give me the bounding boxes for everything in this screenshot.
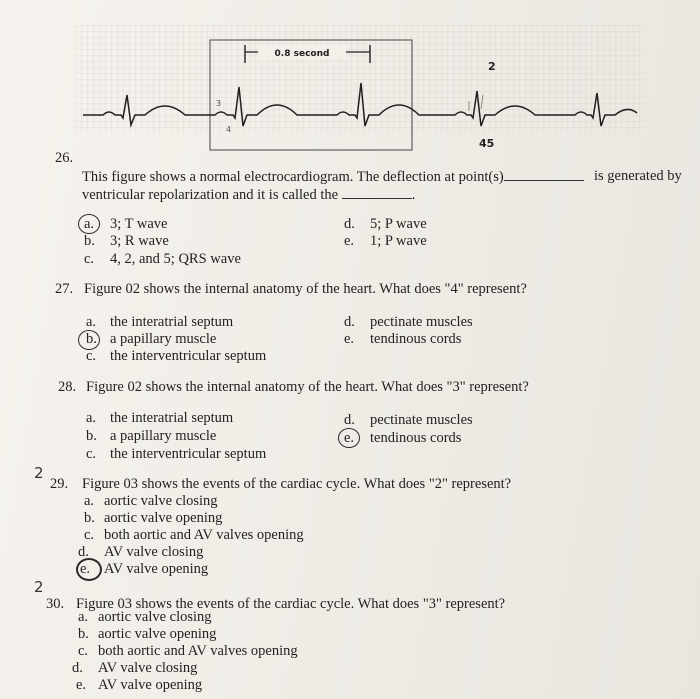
q28-option-b[interactable]: b. <box>86 428 97 444</box>
q27-option-e-text: tendinous cords <box>370 331 462 347</box>
q27-option-b-text: a papillary muscle <box>110 331 217 347</box>
q29-number: 29. <box>50 476 69 492</box>
ecg-grid <box>75 25 645 133</box>
q26-stem-line1-end: is generated by <box>594 168 682 184</box>
q26-number: 26. <box>55 150 74 166</box>
q30-option-c-text: both aortic and AV valves opening <box>98 643 298 659</box>
q29-option-e[interactable]: e. <box>80 561 91 577</box>
point-3-label: 3 <box>216 99 222 108</box>
q30-option-c[interactable]: c. <box>78 643 89 659</box>
q28-option-c-text: the interventricular septum <box>110 446 267 462</box>
q26-option-a[interactable]: a. <box>84 216 95 232</box>
q29-option-b-text: aortic valve opening <box>104 510 223 526</box>
q30-number: 30. <box>46 596 65 612</box>
q26-option-a-text: 3; T wave <box>110 216 168 232</box>
q29-option-d[interactable]: d. <box>78 544 89 560</box>
q30-option-a[interactable]: a. <box>78 609 89 625</box>
q28-stem: Figure 02 shows the internal anatomy of the heart. What does "3" represent? <box>86 379 529 395</box>
q28-option-d[interactable]: d. <box>344 412 355 428</box>
q29-stem: Figure 03 shows the events of the cardiac cycle. What does "2" represent? <box>82 476 512 492</box>
q26-option-e[interactable]: e. <box>344 233 355 249</box>
q26-option-b[interactable]: b. <box>84 233 95 249</box>
q28-option-d-text: pectinate muscles <box>370 412 473 428</box>
q29-option-c-text: both aortic and AV valves opening <box>104 527 304 543</box>
q29-option-d-text: AV valve closing <box>104 544 204 560</box>
point-4-label: 4 <box>226 125 232 134</box>
q30-option-e[interactable]: e. <box>76 677 87 693</box>
q30-stem: Figure 03 shows the events of the cardiac cycle. What does "3" represent? <box>76 596 506 612</box>
point-2-label: 2 <box>488 60 496 73</box>
q28-number: 28. <box>58 379 77 395</box>
q29-option-c[interactable]: c. <box>84 527 95 543</box>
q30-option-a-text: aortic valve closing <box>98 609 212 625</box>
q26-stem-text: This figure shows a normal electrocardiogram. The deflection at point(s) <box>82 169 504 185</box>
q28-option-a[interactable]: a. <box>86 410 97 426</box>
q26-option-c-text: 4, 2, and 5; QRS wave <box>110 251 241 267</box>
q26-option-c[interactable]: c. <box>84 251 95 267</box>
q27-option-d-text: pectinate muscles <box>370 314 473 330</box>
q27-option-c[interactable]: c. <box>86 348 97 364</box>
q26-stem-line1 <box>82 168 584 186</box>
ecg-figure <box>75 25 645 175</box>
q27-option-b[interactable]: b. <box>86 331 97 347</box>
point-45-label: 45 <box>479 137 495 150</box>
q29-option-e-text: AV valve opening <box>104 561 209 577</box>
q28-option-a-text: the interatrial septum <box>110 410 234 426</box>
q27-option-e[interactable]: e. <box>344 331 355 347</box>
q27-option-a[interactable]: a. <box>86 314 97 330</box>
q30-option-b[interactable]: b. <box>78 626 89 642</box>
q29-option-a[interactable]: a. <box>84 493 95 509</box>
q26-option-d[interactable]: d. <box>344 216 355 232</box>
q29-handwritten-mark: 2 <box>34 464 44 482</box>
q26-blank-2 <box>342 186 412 199</box>
q30-option-b-text: aortic valve opening <box>98 626 217 642</box>
q26-stem-line2: ventricular repolarization and it is called the . <box>82 187 416 203</box>
q28-option-b-text: a papillary muscle <box>110 428 217 444</box>
q28-option-c[interactable]: c. <box>86 446 97 462</box>
q26-option-b-text: 3; R wave <box>110 233 169 249</box>
q30-handwritten-mark: 2 <box>34 578 44 596</box>
q26-option-e-text: 1; P wave <box>370 233 427 249</box>
q29-option-a-text: aortic valve closing <box>104 493 218 509</box>
q27-number: 27. <box>55 281 74 297</box>
q26-blank-1 <box>504 168 584 181</box>
q27-stem: Figure 02 shows the internal anatomy of the heart. What does "4" represent? <box>84 281 527 297</box>
q27-option-d[interactable]: d. <box>344 314 355 330</box>
q27-option-a-text: the interatrial septum <box>110 314 234 330</box>
q30-option-e-text: AV valve opening <box>98 677 203 693</box>
q26-option-d-text: 5; P wave <box>370 216 427 232</box>
interval-label: 0.8 second <box>274 49 330 59</box>
q30-option-d[interactable]: d. <box>72 660 83 676</box>
q27-option-c-text: the interventricular septum <box>110 348 267 364</box>
q28-option-e[interactable]: e. <box>344 430 355 446</box>
q28-option-e-text: tendinous cords <box>370 430 462 446</box>
q29-option-b[interactable]: b. <box>84 510 95 526</box>
q30-option-d-text: AV valve closing <box>98 660 198 676</box>
